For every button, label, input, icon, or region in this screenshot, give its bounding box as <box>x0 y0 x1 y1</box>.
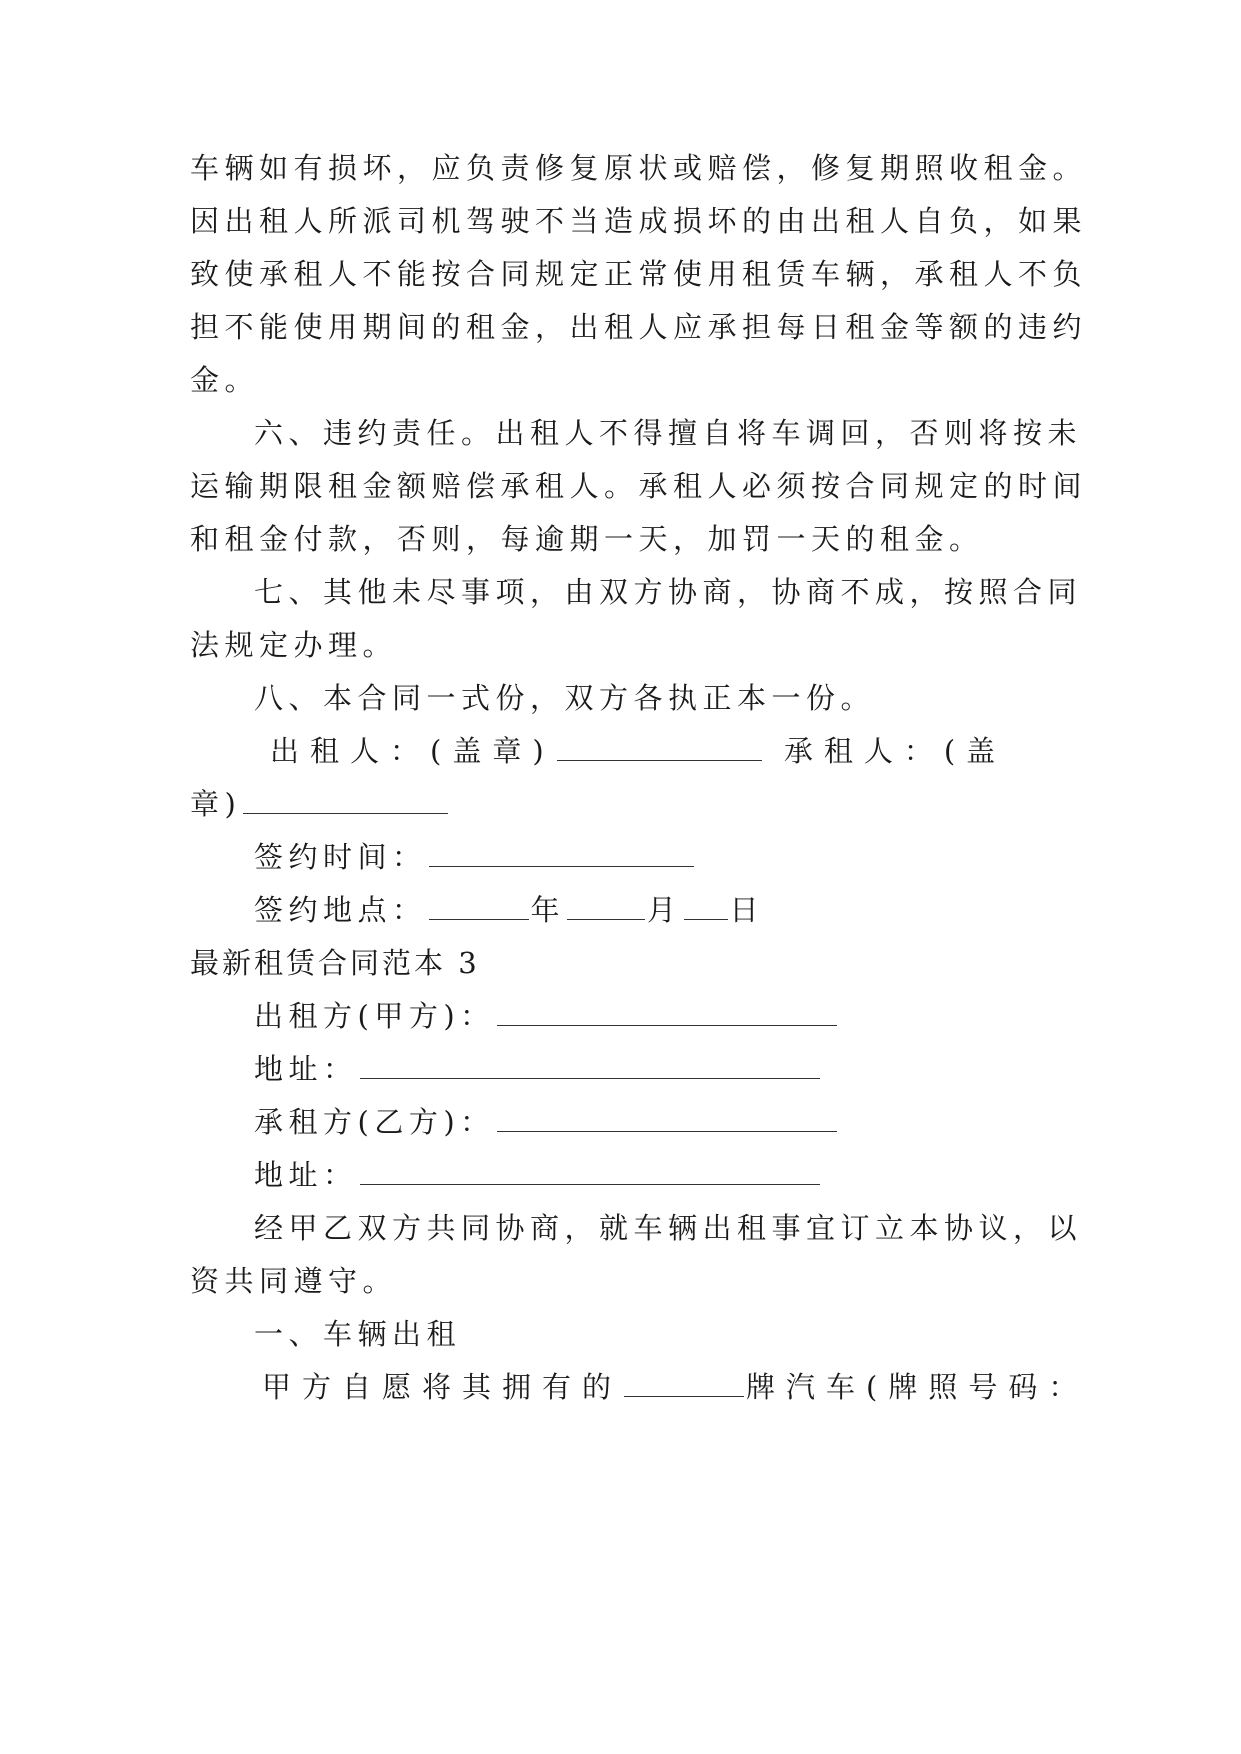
party-a-label: 出租方(甲方)： <box>254 999 495 1033</box>
paragraph-line: 车辆如有损坏，应负责修复原状或赔偿，修复期照收租金。 <box>190 151 1088 185</box>
signature-row <box>270 731 1060 771</box>
party-b-label: 承租方(乙方)： <box>254 1105 495 1139</box>
address-a-label: 地址： <box>254 1052 358 1086</box>
party-a-row <box>254 996 1114 1036</box>
sign-time-label: 签约时间： <box>254 840 427 874</box>
section-title: 最新租赁合同范本 3 <box>190 946 480 980</box>
address-b-label: 地址： <box>254 1158 358 1192</box>
paragraph-line: 致使承租人不能按合同规定正常使用租赁车辆，承租人不负 <box>190 257 1088 291</box>
signature-row-cont <box>190 784 1050 824</box>
paragraph-line: 担不能使用期间的租金，出租人应承担每日租金等额的违约 <box>190 310 1088 344</box>
year-label: 年 <box>530 893 566 927</box>
paragraph-line: 运输期限租金额赔偿承租人。承租人必须按合同规定的时间 <box>190 469 1088 503</box>
item-one-text-b: 牌汽车(牌照号码： <box>746 1370 1089 1404</box>
sign-place-row <box>254 890 1114 930</box>
address-a-blank <box>360 1052 820 1079</box>
month-blank <box>567 893 645 920</box>
lessee-seal-label-cont: 章) <box>190 787 242 821</box>
item-one-title: 一、车辆出租 <box>254 1317 462 1351</box>
paragraph-line: 法规定办理。 <box>190 628 398 662</box>
day-label: 日 <box>729 893 765 927</box>
party-b-row <box>254 1102 1114 1142</box>
intro-line: 经甲乙双方共同协商，就车辆出租事宜订立本协议，以 <box>254 1211 1083 1245</box>
sign-time-row <box>254 837 1114 877</box>
lessee-seal-blank <box>243 787 448 814</box>
party-a-blank <box>497 999 837 1026</box>
year-blank <box>429 893 529 920</box>
brand-blank <box>624 1370 744 1397</box>
address-b-blank <box>360 1158 820 1185</box>
lessee-seal-label: 承租人：(盖 <box>783 734 1007 768</box>
clause-eight: 八、本合同一式份，双方各执正本一份。 <box>254 681 876 715</box>
month-label: 月 <box>647 893 682 927</box>
sign-time-blank <box>429 840 694 867</box>
sign-place-label: 签约地点： <box>254 893 427 927</box>
lessor-seal-blank <box>557 734 762 761</box>
lessor-seal-label: 出租人：(盖章) <box>270 734 555 768</box>
address-b-row <box>254 1155 1114 1195</box>
clause-six: 六、违约责任。出租人不得擅自将车调回，否则将按未 <box>254 416 1083 450</box>
clause-seven: 七、其他未尽事项，由双方协商，协商不成，按照合同 <box>254 575 1083 609</box>
paragraph-line: 金。 <box>190 363 260 397</box>
day-blank <box>684 893 728 920</box>
intro-line-cont: 资共同遵守。 <box>190 1264 398 1298</box>
item-one-text-a: 甲方自愿将其拥有的 <box>262 1370 623 1404</box>
paragraph-line: 因出租人所派司机驾驶不当造成损坏的由出租人自负，如果 <box>190 204 1088 238</box>
item-one-text <box>262 1367 1089 1407</box>
party-b-blank <box>497 1105 837 1132</box>
address-a-row <box>254 1049 1114 1089</box>
paragraph-line: 和租金付款，否则，每逾期一天，加罚一天的租金。 <box>190 522 984 556</box>
